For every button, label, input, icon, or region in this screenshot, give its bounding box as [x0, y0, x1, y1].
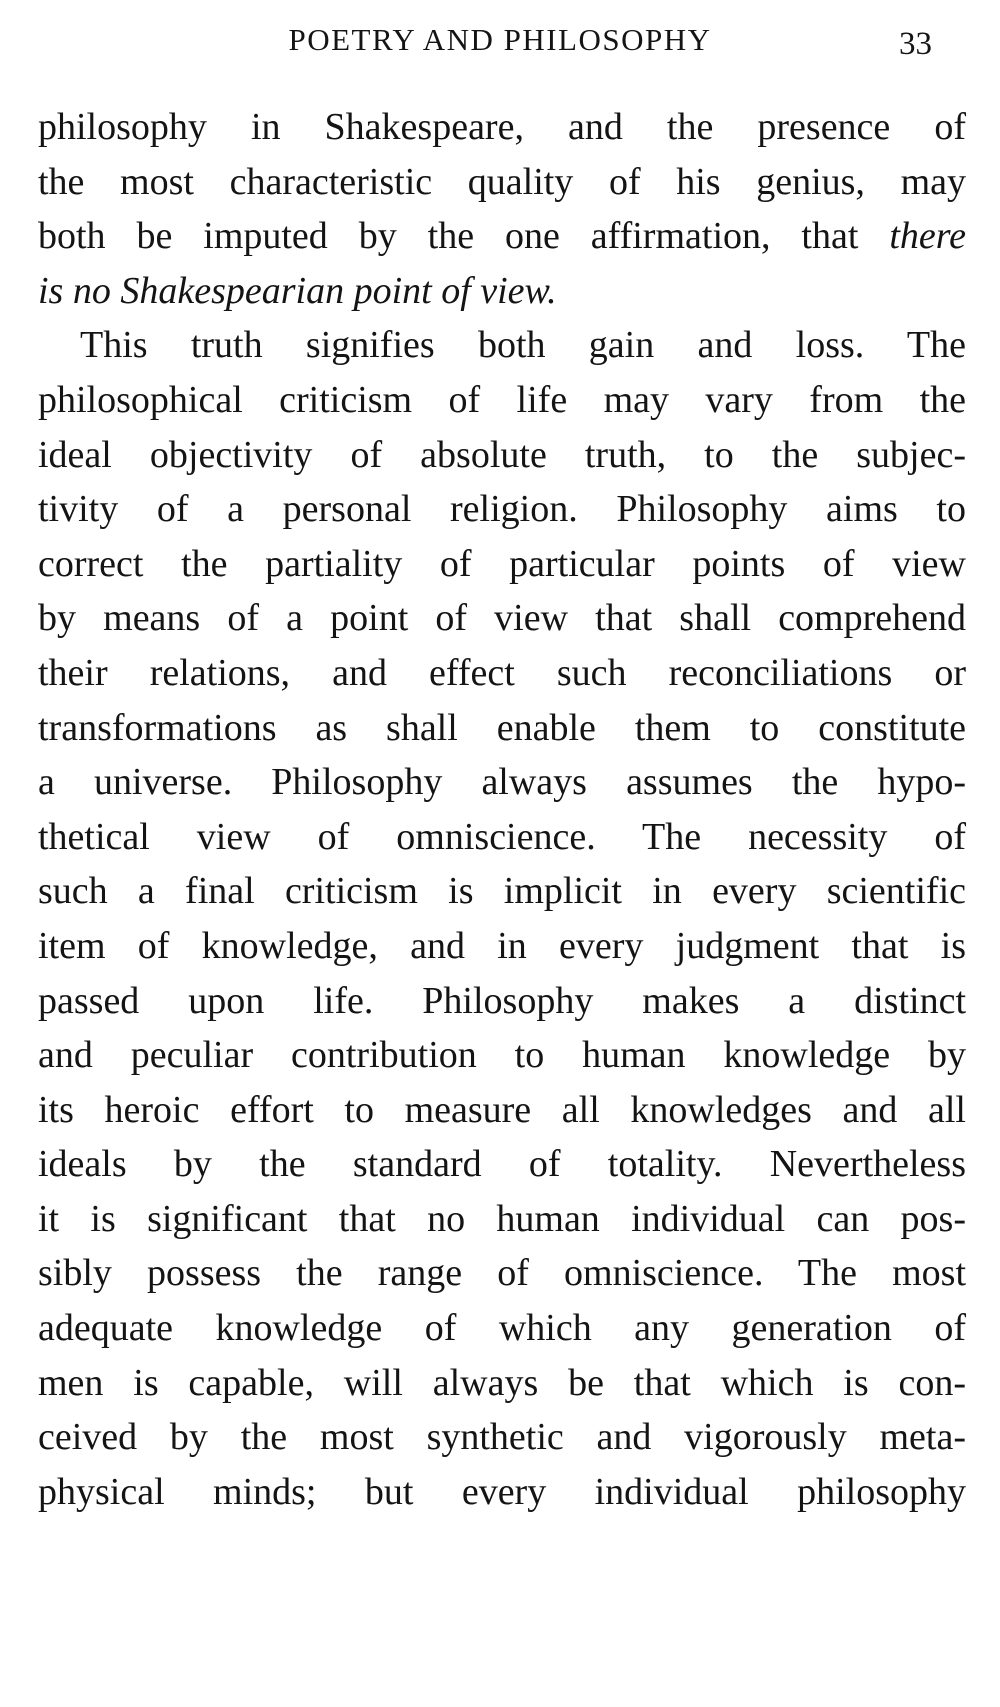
paragraph-start-line: This truth signifies both gain and loss. The: [80, 324, 966, 367]
emphasis-text: there: [889, 215, 966, 258]
text-line: philosophy in Shakespeare, and the presence of: [38, 106, 966, 148]
text-line: ideals by the standard of totality. Nevertheless: [38, 1143, 966, 1186]
text-line: tivity of a personal religion. Philosophy aims to: [38, 488, 966, 531]
text-line: passed upon life. Philosophy makes a distinct: [38, 979, 966, 1022]
running-head: [0, 18, 1000, 68]
text-line: its heroic effort to measure all knowledges and all: [38, 1088, 966, 1131]
text-line: philosophical criticism of life may vary from the: [38, 378, 966, 421]
running-title: POETRY AND PHILOSOPHY: [288, 22, 712, 57]
text-line: the most characteristic quality of his genius, may: [38, 160, 966, 203]
text-line: [38, 209, 966, 264]
text-line: sibly possess the range of omniscience. The most: [38, 1252, 966, 1295]
text-line: by means of a point of view that shall comprehend: [38, 597, 966, 640]
text-line-roman: both be imputed by the one affirmation, that: [38, 215, 859, 258]
text-line-emphasis: is no Shakespearian point of view.: [38, 269, 557, 312]
text-line: thetical view of omniscience. The necessity of: [38, 815, 966, 858]
text-line: such a final criticism is implicit in every scientific: [38, 870, 966, 913]
text-line: transformations as shall enable them to constitute: [38, 706, 966, 749]
text-line: adequate knowledge of which any generation of: [38, 1307, 966, 1350]
text-line: their relations, and effect such reconciliations or: [38, 651, 966, 694]
text-line: ideal objectivity of absolute truth, to the subjec-: [38, 433, 966, 476]
body-text: [38, 100, 966, 1519]
text-line: men is capable, will always be that which is con-: [38, 1361, 966, 1404]
text-line: physical minds; but every individual philosophy: [38, 1470, 966, 1513]
text-line: correct the partiality of particular points of view: [38, 542, 966, 585]
text-line: a universe. Philosophy always assumes the hypo-: [38, 761, 966, 804]
text-line: item of knowledge, and in every judgment that is: [38, 924, 966, 967]
page-number: 33: [899, 26, 932, 62]
text-line: ceived by the most synthetic and vigorously meta-: [38, 1416, 966, 1459]
text-line: and peculiar contribution to human knowledge by: [38, 1034, 966, 1077]
text-line: it is significant that no human individual can pos-: [38, 1197, 966, 1240]
